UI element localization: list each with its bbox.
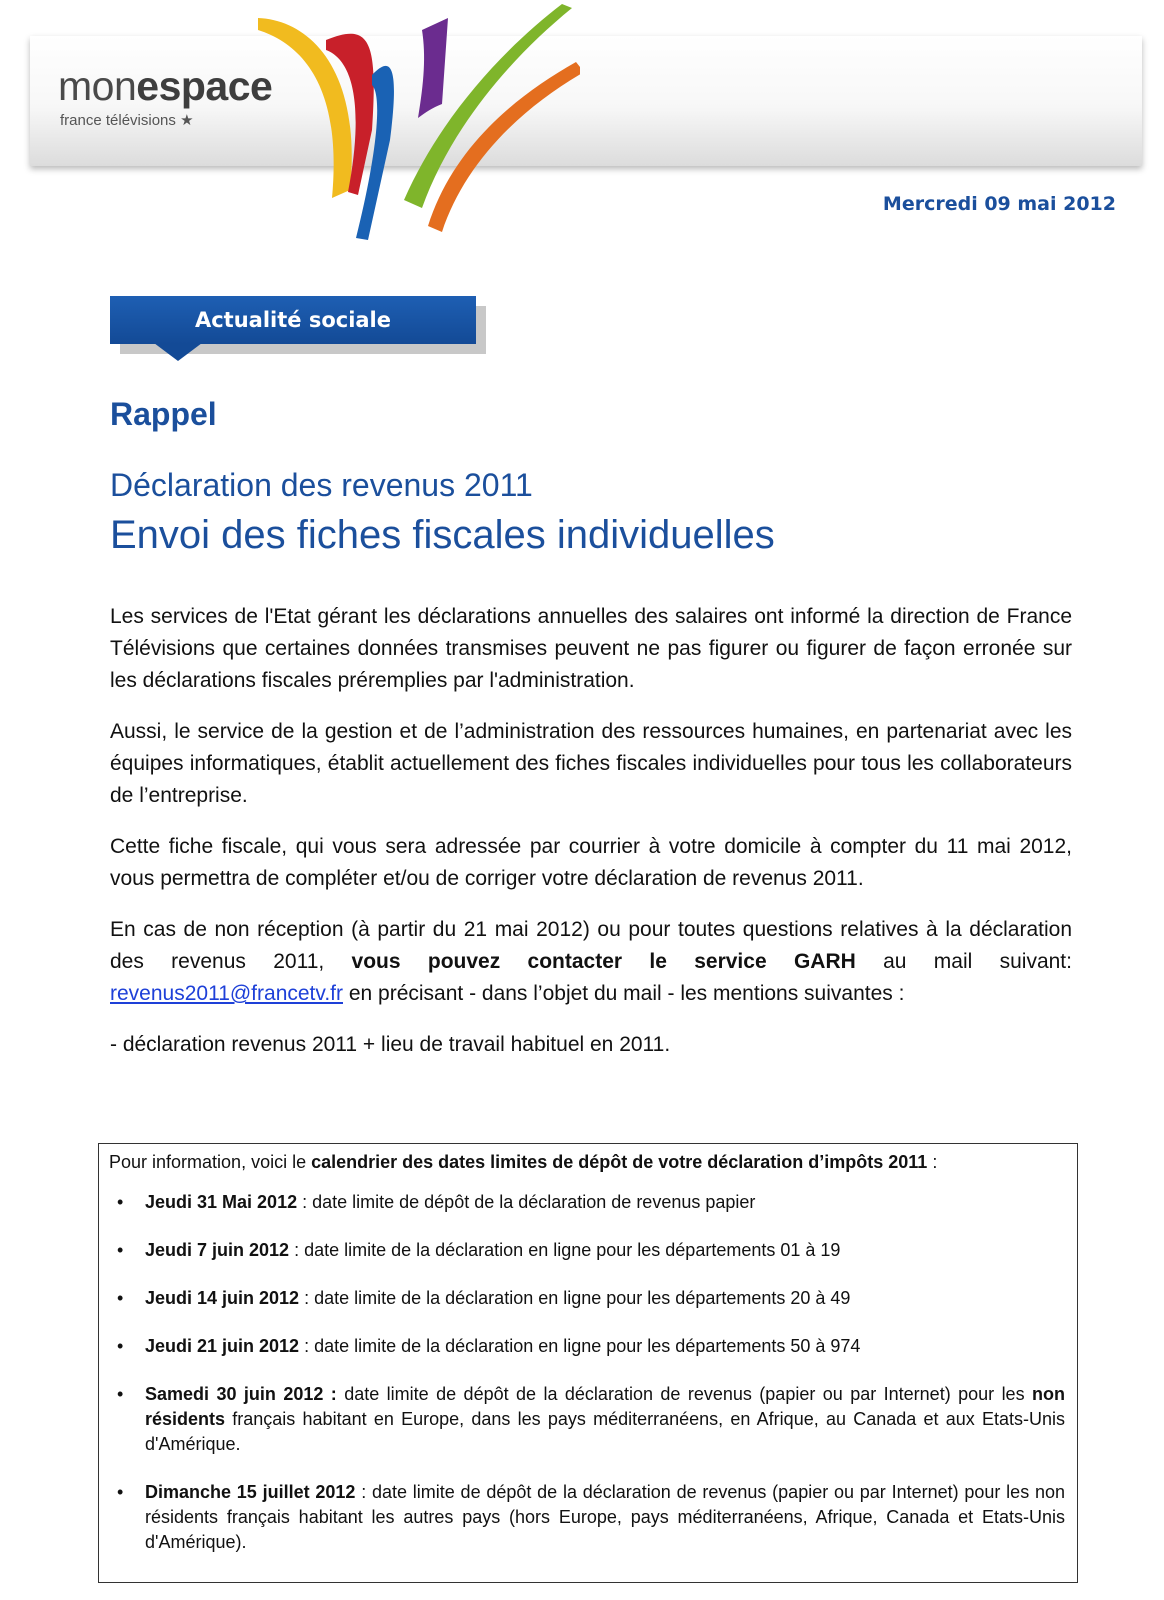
paragraph-3: Cette fiche fiscale, qui vous sera adressée par courrier à votre domicile à compter du 11 mai 2012, vous permettra de compléter et/ou de corriger votre déclaration de revenus 2011.	[110, 835, 1072, 890]
deadline-bold-2: non résidents	[145, 1384, 1065, 1429]
deadline-text: : date limite de la déclaration en ligne pour les départements 50 à 974	[299, 1336, 861, 1356]
deadline-date: Jeudi 7 juin 2012	[145, 1240, 290, 1260]
subtitle-declaration: Déclaration des revenus 2011	[110, 467, 533, 503]
logo-subtitle	[60, 113, 194, 128]
email-link[interactable]: revenus2011@francetv.fr	[110, 982, 343, 1005]
paragraph-2: Aussi, le service de la gestion et de l’administration des ressources humaines, en partenariat avec les équipes informatiques, établit actuellement des fiches fiscales individuelles pour tous les collaborateurs de l’entreprise.	[110, 720, 1072, 807]
p4-text-c: en précisant - dans l’objet du mail - les mentions suivantes :	[343, 982, 905, 1005]
logo-light: mon	[58, 63, 137, 109]
ribbon-purple	[418, 18, 448, 118]
ribbons-logo-icon	[250, 0, 580, 245]
intro-text-a: Pour information, voici le	[109, 1152, 312, 1172]
list-item	[109, 1334, 1065, 1359]
deadline-text: : date limite de dépôt de la déclaration de revenus papier	[297, 1192, 756, 1212]
paragraph-1: Les services de l'Etat gérant les déclarations annuelles des salaires ont informé la direction de France Télévisions que certaines données transmises peuvent ne pas figurer ou figurer de façon erronée sur les déclarations fiscales préremplies par l'administration.	[110, 605, 1072, 692]
list-item	[109, 1286, 1065, 1311]
deadline-text-2: français habitant en Europe, dans les pays méditerranéens, en Afrique, au Canada et aux Etats-Unis d'Amérique.	[145, 1409, 1065, 1454]
list-item	[109, 1190, 1065, 1215]
deadline-text: : date limite de la déclaration en ligne pour les départements 01 à 19	[289, 1240, 841, 1260]
section-tag: Actualité sociale	[110, 296, 476, 344]
deadline-text: : date limite de la déclaration en ligne pour les départements 20 à 49	[299, 1288, 851, 1308]
deadline-calendar-box	[98, 1143, 1078, 1583]
calendar-intro	[109, 1150, 1065, 1174]
list-item	[109, 1238, 1065, 1263]
deadline-text: : date limite de dépôt de la déclaration de revenus (papier ou par Internet) pour les non résidents français habitant les autres pays (hors Europe, pays méditerranéens, Afrique, Canada et Etats-Unis d'Amérique).	[145, 1482, 1065, 1552]
p4-bold: vous pouvez contacter le service GARH	[351, 950, 856, 973]
intro-text-b: :	[927, 1152, 938, 1172]
logo-bold: espace	[136, 63, 273, 109]
logo-sub-text: france télévisions	[60, 112, 176, 129]
p4-text-b: au mail suivant:	[855, 950, 1072, 973]
list-item	[109, 1382, 1065, 1457]
intro-bold: calendrier des dates limites de dépôt de votre déclaration d’impôts 2011	[311, 1152, 928, 1172]
deadline-date: Jeudi 31 Mai 2012	[145, 1192, 298, 1212]
article-body	[110, 601, 1072, 1080]
star-icon: ★	[180, 112, 194, 129]
paragraph-4	[110, 914, 1072, 1010]
p4-text-a: En cas de non réception (à partir du 21 mai 2012) ou pour toutes questions relatives à la déclaration des revenus 2011,	[110, 918, 1072, 973]
deadline-date: Dimanche 15 juillet 2012	[145, 1482, 356, 1502]
ribbon-orange	[428, 62, 580, 232]
tag-arrow	[154, 343, 202, 361]
subtitle-envoi: Envoi des fiches fiscales individuelles	[110, 513, 775, 557]
deadline-text: date limite de dépôt de la déclaration de revenus (papier ou par Internet) pour les	[336, 1384, 1032, 1404]
deadline-date: Jeudi 14 juin 2012	[145, 1288, 300, 1308]
publication-date: Mercredi 09 mai 2012	[882, 193, 1116, 215]
list-item	[109, 1480, 1065, 1555]
page-title: Rappel	[110, 396, 217, 432]
deadline-list	[109, 1190, 1065, 1555]
paragraph-5: - déclaration revenus 2011 + lieu de travail habituel en 2011.	[110, 1033, 671, 1056]
deadline-date: Jeudi 21 juin 2012	[145, 1336, 300, 1356]
deadline-date: Samedi 30 juin 2012 :	[145, 1384, 337, 1404]
logo-wordmark	[58, 63, 273, 109]
